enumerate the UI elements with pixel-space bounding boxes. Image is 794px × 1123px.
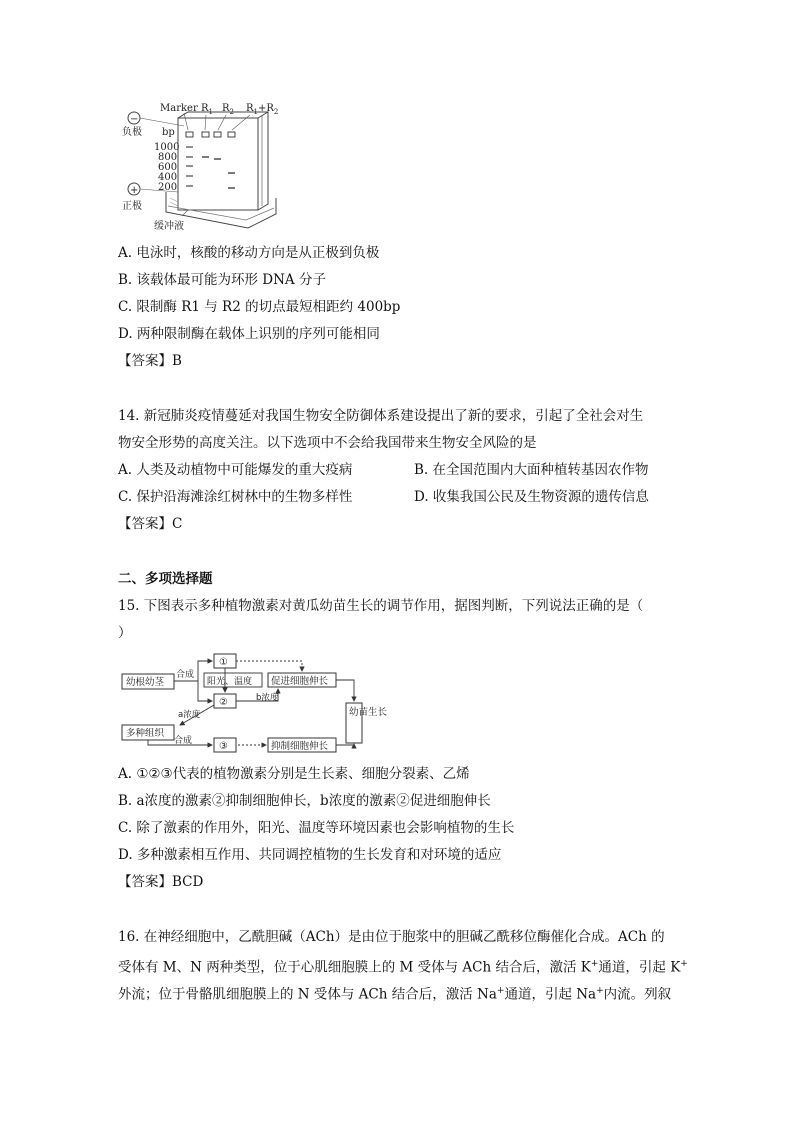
neg-symbol: − [130, 114, 139, 125]
label-bp: bp [162, 127, 175, 138]
label-conc-a: a浓度 [178, 710, 201, 720]
ladder-600: 600 [158, 162, 178, 173]
q16-line1: 16. 在神经细胞中，乙酰胆碱（ACh）是由位于胞浆中的胆碱乙酰移位酶催化合成。ACh 的 [118, 929, 665, 945]
q14-option-b: B. 在全国范围内大面种植转基因农作物 [414, 462, 649, 478]
svg-text:阳光、温度: 阳光、温度 [207, 677, 253, 687]
q13-option-a: A. 电泳时，核酸的移动方向是从正极到负极 [118, 245, 380, 261]
svg-text:③: ③ [219, 741, 228, 752]
q13-option-c: C. 限制酶 R1 与 R2 的切点最短相距约 400bp [118, 299, 401, 315]
ladder-800: 800 [158, 152, 178, 163]
q15-option-b: B. a浓度的激素②抑制细胞伸长，b浓度的激素②促进细胞伸长 [118, 793, 491, 809]
q14-option-d: D. 收集我国公民及生物资源的遗传信息 [414, 489, 649, 505]
ladder-1000: 1000 [154, 142, 180, 153]
label-marker: Marker [160, 103, 198, 114]
label-buffer: 缓冲液 [154, 221, 184, 232]
q15-option-d: D. 多种激素相互作用、共同调控植物的生长发育和对环境的适应 [118, 847, 502, 863]
well-r1r2 [228, 132, 235, 137]
svg-text:多种组织: 多种组织 [126, 728, 165, 739]
q15-option-c: C. 除了激素的作用外，阳光、温度等环境因素也会影响植物的生长 [118, 820, 515, 836]
label-conc-b: b浓度 [256, 693, 279, 703]
q14-answer: 【答案】C [118, 516, 183, 532]
q15-answer: 【答案】BCD [118, 874, 204, 890]
label-r1: $R_1$ [201, 103, 213, 116]
q15-stem-line1: 15. 下图表示多种植物激素对黄瓜幼苗生长的调节作用，据图判断，下列说法正确的是（ [118, 598, 644, 614]
q16-line2: 受体有 M、N 两种类型，位于心肌细胞膜上的 M 受体与 ACh 结合后，激活 K+通道，引起 K+ [118, 959, 688, 976]
well-r2 [214, 132, 221, 137]
label-synth-bottom: 合成 [174, 736, 193, 746]
label-negative: 负极 [122, 127, 142, 138]
svg-text:幼苗生长: 幼苗生长 [349, 707, 388, 718]
svg-text:②: ② [219, 697, 228, 708]
well-r1 [202, 132, 209, 137]
svg-text:幼根幼茎: 幼根幼茎 [126, 677, 165, 688]
hormone-flow-figure [118, 651, 388, 757]
label-synth-top: 合成 [176, 670, 195, 680]
q13-option-d: D. 两种限制酶在载体上识别的序列可能相同 [118, 326, 380, 342]
svg-text:抑制细胞伸长: 抑制细胞伸长 [271, 741, 329, 752]
label-r1r2: $R_1+R_2$ [246, 103, 279, 116]
section-heading-multi-choice: 二、多项选择题 [118, 571, 213, 587]
q14-option-c: C. 保护沿海滩涂红树林中的生物多样性 [118, 489, 353, 505]
q14-stem-line1: 14. 新冠肺炎疫情蔓延对我国生物安全防御体系建设提出了新的要求，引起了全社会对生 [118, 408, 644, 424]
q15-option-a: A. ①②③代表的植物激素分别是生长素、细胞分裂素、乙烯 [118, 766, 470, 782]
gel-figure [118, 98, 288, 238]
well-marker [186, 132, 193, 137]
svg-text:①: ① [219, 657, 228, 668]
ladder-400: 400 [158, 172, 178, 183]
q14-option-a: A. 人类及动植物中可能爆发的重大疫病 [118, 462, 353, 478]
label-r2: $R_2$ [222, 103, 234, 116]
pos-symbol: + [130, 185, 139, 196]
q13-option-b: B. 该载体最可能为环形 DNA 分子 [118, 272, 326, 288]
q15-stem-line2: ） [118, 625, 132, 641]
q14-stem-line2: 物安全形势的高度关注。以下选项中不会给我国带来生物安全风险的是 [118, 435, 537, 451]
q16-line3: 外流；位于骨骼肌细胞膜上的 N 受体与 ACh 结合后，激活 Na+通道，引起 Na+内流。列叙 [118, 986, 672, 1003]
q13-answer: 【答案】B [118, 353, 182, 369]
label-positive: 正极 [122, 201, 142, 212]
ladder-200: 200 [158, 182, 178, 193]
svg-text:促进细胞伸长: 促进细胞伸长 [271, 676, 329, 687]
